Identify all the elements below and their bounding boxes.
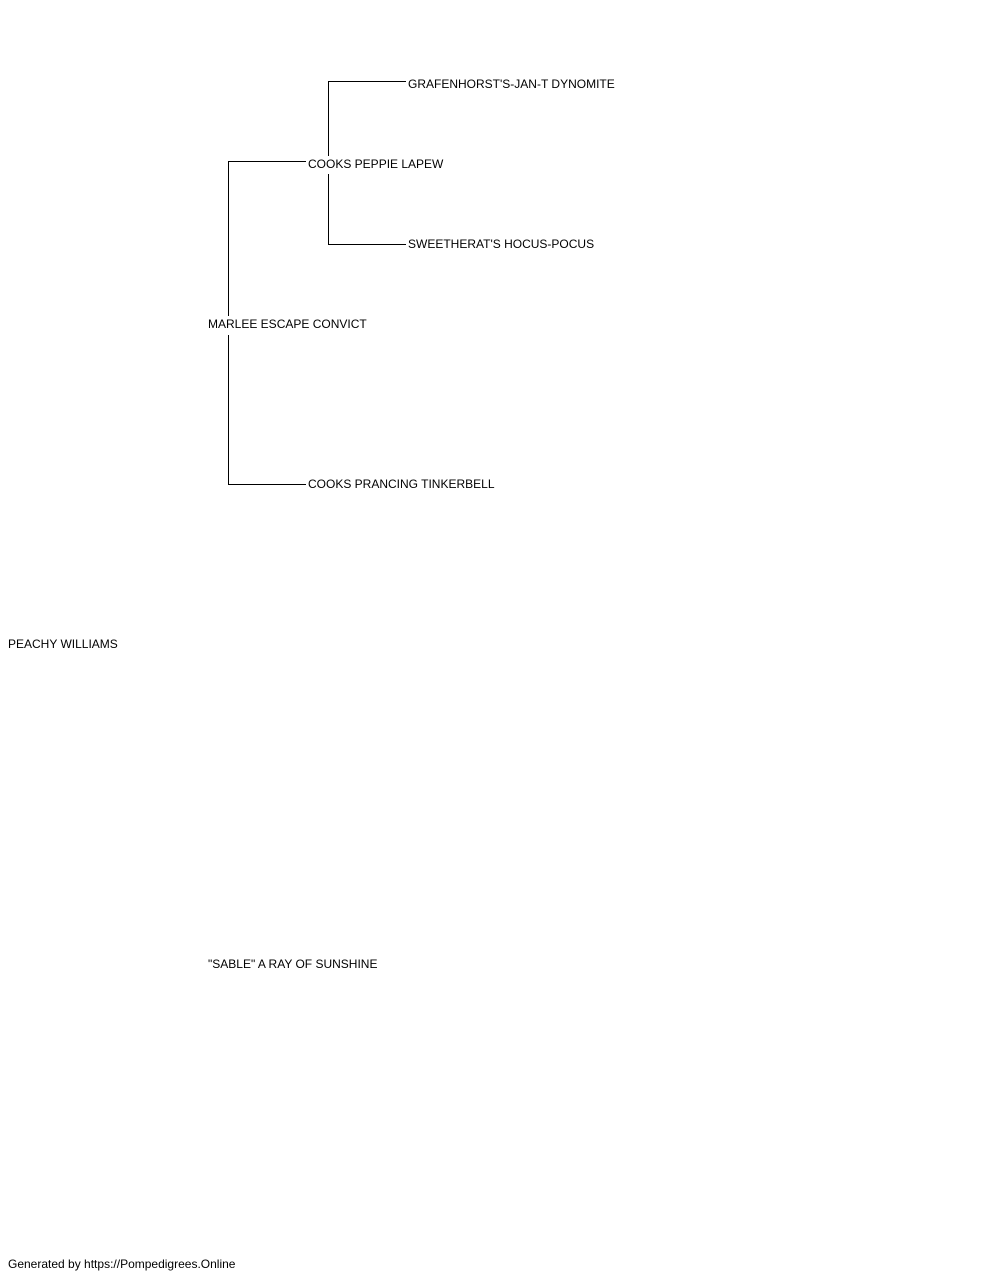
- pedigree-sire-sire: COOKS PEPPIE LAPEW: [308, 157, 444, 171]
- pedigree-subject: PEACHY WILLIAMS: [8, 637, 118, 651]
- pedigree-dam: "SABLE" A RAY OF SUNSHINE: [208, 957, 378, 971]
- pedigree-sire-sire-sire: GRAFENHORST'S-JAN-T DYNOMITE: [408, 77, 615, 91]
- pedigree-sire-dam: COOKS PRANCING TINKERBELL: [308, 477, 495, 491]
- footer-credit: Generated by https://Pompedigrees.Online: [8, 1257, 236, 1271]
- pedigree-sire-sire-dam: SWEETHERAT'S HOCUS-POCUS: [408, 237, 595, 251]
- pedigree-sire: MARLEE ESCAPE CONVICT: [208, 317, 367, 331]
